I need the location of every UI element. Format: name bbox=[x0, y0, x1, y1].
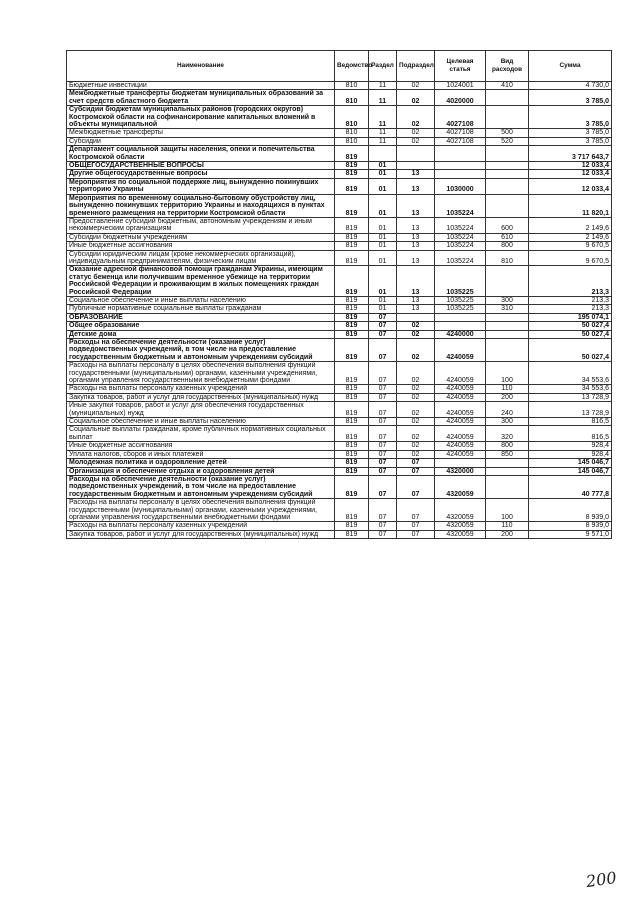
cell-subsection: 13 bbox=[397, 170, 435, 178]
cell-section: 07 bbox=[369, 522, 397, 530]
cell-section: 01 bbox=[369, 296, 397, 304]
cell-name: Субсидии бюджетным учреждениям bbox=[67, 233, 335, 241]
table-row bbox=[67, 250, 612, 266]
cell-target-item: 4027108 bbox=[435, 137, 486, 145]
cell-department: 819 bbox=[335, 330, 369, 338]
cell-name: Социальное обеспечение и иные выплаты населению bbox=[67, 418, 335, 426]
cell-department: 819 bbox=[335, 233, 369, 241]
cell-department: 819 bbox=[335, 418, 369, 426]
cell-target-item: 4320059 bbox=[435, 475, 486, 498]
cell-expense-type: 310 bbox=[486, 305, 529, 313]
cell-name: Закупка товаров, работ и услуг для государственных (муниципальных) нужд bbox=[67, 393, 335, 401]
cell-amount: 8 939,0 bbox=[529, 522, 612, 530]
cell-section: 07 bbox=[369, 418, 397, 426]
cell-name: Оказание адресной финансовой помощи гражданам Украины, имеющим статус беженца или получившим временное убежище на территории Российской Федерации и проживающим в жилых помещениях граждан Российской Федерации bbox=[67, 266, 335, 297]
cell-subsection: 07 bbox=[397, 475, 435, 498]
cell-department: 819 bbox=[335, 530, 369, 538]
cell-target-item: 4240059 bbox=[435, 393, 486, 401]
cell-subsection: 02 bbox=[397, 339, 435, 362]
cell-subsection: 02 bbox=[397, 426, 435, 442]
cell-subsection: 02 bbox=[397, 137, 435, 145]
cell-expense-type: 520 bbox=[486, 137, 529, 145]
cell-subsection: 02 bbox=[397, 330, 435, 338]
cell-expense-type bbox=[486, 194, 529, 217]
cell-amount: 9 670,5 bbox=[529, 250, 612, 266]
cell-subsection: 02 bbox=[397, 106, 435, 129]
cell-name: Расходы на выплаты персоналу в целях обеспечения выполнения функций государственными (муниципальными) органами, казенными учреждениями, органами управления государственными внебюджетными фондами bbox=[67, 499, 335, 522]
table-row bbox=[67, 146, 612, 162]
cell-amount: 12 033,4 bbox=[529, 178, 612, 194]
cell-name: Субсидии юридическим лицам (кроме некоммерческих организаций), индивидуальным предпринимателям, физическим лицам bbox=[67, 250, 335, 266]
cell-expense-type: 200 bbox=[486, 393, 529, 401]
cell-expense-type: 100 bbox=[486, 362, 529, 385]
table-row bbox=[67, 178, 612, 194]
cell-expense-type: 610 bbox=[486, 233, 529, 241]
cell-target-item bbox=[435, 322, 486, 330]
cell-department: 819 bbox=[335, 459, 369, 467]
cell-section: 01 bbox=[369, 194, 397, 217]
cell-name: Иные бюджетные ассигнования bbox=[67, 442, 335, 450]
cell-amount: 3 785,0 bbox=[529, 90, 612, 106]
cell-section: 07 bbox=[369, 322, 397, 330]
cell-amount: 40 777,8 bbox=[529, 475, 612, 498]
cell-target-item: 4240059 bbox=[435, 442, 486, 450]
cell-section: 07 bbox=[369, 385, 397, 393]
cell-department: 810 bbox=[335, 106, 369, 129]
cell-department: 819 bbox=[335, 305, 369, 313]
cell-department: 819 bbox=[335, 402, 369, 418]
cell-department: 819 bbox=[335, 475, 369, 498]
cell-expense-type: 800 bbox=[486, 242, 529, 250]
cell-name: Уплата налогов, сборов и иных платежей bbox=[67, 450, 335, 458]
cell-name: Иные бюджетные ассигнования bbox=[67, 242, 335, 250]
cell-target-item: 1035224 bbox=[435, 194, 486, 217]
cell-amount: 11 820,1 bbox=[529, 194, 612, 217]
cell-expense-type bbox=[486, 266, 529, 297]
cell-name: Межбюджетные трансферты бюджетам муниципальных образований за счет средств областного бюджета bbox=[67, 90, 335, 106]
table-row bbox=[67, 522, 612, 530]
cell-name: Расходы на выплаты персоналу казенных учреждений bbox=[67, 385, 335, 393]
table-row bbox=[67, 459, 612, 467]
table-header-row bbox=[67, 51, 612, 82]
table-row bbox=[67, 106, 612, 129]
cell-section: 07 bbox=[369, 362, 397, 385]
cell-expense-type: 500 bbox=[486, 129, 529, 137]
cell-target-item bbox=[435, 459, 486, 467]
cell-name: Бюджетные инвестиции bbox=[67, 82, 335, 90]
cell-subsection: 13 bbox=[397, 250, 435, 266]
cell-expense-type: 300 bbox=[486, 296, 529, 304]
cell-target-item bbox=[435, 313, 486, 321]
cell-section: 11 bbox=[369, 82, 397, 90]
cell-target-item: 1035224 bbox=[435, 233, 486, 241]
cell-department: 819 bbox=[335, 393, 369, 401]
table-row bbox=[67, 242, 612, 250]
cell-expense-type bbox=[486, 146, 529, 162]
table-row bbox=[67, 194, 612, 217]
cell-section: 11 bbox=[369, 106, 397, 129]
header-subsection: Подраздел bbox=[397, 51, 435, 82]
cell-department: 819 bbox=[335, 250, 369, 266]
cell-target-item: 4240059 bbox=[435, 450, 486, 458]
cell-expense-type bbox=[486, 162, 529, 170]
cell-section: 07 bbox=[369, 330, 397, 338]
cell-target-item: 4320059 bbox=[435, 530, 486, 538]
table-row bbox=[67, 137, 612, 145]
cell-section: 01 bbox=[369, 250, 397, 266]
budget-table bbox=[66, 50, 612, 539]
cell-subsection: 13 bbox=[397, 242, 435, 250]
cell-subsection: 02 bbox=[397, 129, 435, 137]
cell-name: Мероприятия по социальной поддержке лиц, вынужденно покинувших территорию Украины bbox=[67, 178, 335, 194]
table-row bbox=[67, 393, 612, 401]
table-row bbox=[67, 362, 612, 385]
cell-target-item: 4240059 bbox=[435, 339, 486, 362]
cell-expense-type: 300 bbox=[486, 418, 529, 426]
cell-department: 819 bbox=[335, 362, 369, 385]
cell-subsection: 07 bbox=[397, 459, 435, 467]
cell-subsection bbox=[397, 146, 435, 162]
cell-target-item: 1035224 bbox=[435, 250, 486, 266]
cell-amount: 50 027,4 bbox=[529, 339, 612, 362]
cell-section: 07 bbox=[369, 475, 397, 498]
table-row bbox=[67, 475, 612, 498]
cell-target-item: 4320000 bbox=[435, 467, 486, 475]
cell-amount: 145 046,7 bbox=[529, 467, 612, 475]
cell-subsection: 13 bbox=[397, 194, 435, 217]
cell-name: Субсидии bbox=[67, 137, 335, 145]
cell-section: 07 bbox=[369, 450, 397, 458]
header-amount: Сумма bbox=[529, 51, 612, 82]
cell-amount: 13 728,9 bbox=[529, 402, 612, 418]
cell-target-item: 4240059 bbox=[435, 362, 486, 385]
cell-department: 810 bbox=[335, 137, 369, 145]
cell-target-item: 4020000 bbox=[435, 90, 486, 106]
cell-amount: 3 785,0 bbox=[529, 129, 612, 137]
cell-subsection: 13 bbox=[397, 233, 435, 241]
cell-expense-type bbox=[486, 322, 529, 330]
cell-subsection: 02 bbox=[397, 418, 435, 426]
cell-amount: 145 046,7 bbox=[529, 459, 612, 467]
cell-subsection: 02 bbox=[397, 402, 435, 418]
table-row bbox=[67, 330, 612, 338]
cell-name: Расходы на обеспечение деятельности (оказание услуг) подведомственных учреждений, в том числе на предоставление государственным бюджетным и автономным учреждениям субсидий bbox=[67, 339, 335, 362]
cell-subsection: 02 bbox=[397, 82, 435, 90]
cell-amount: 816,5 bbox=[529, 426, 612, 442]
table-body bbox=[67, 82, 612, 539]
cell-expense-type bbox=[486, 339, 529, 362]
cell-subsection: 02 bbox=[397, 90, 435, 106]
cell-subsection: 13 bbox=[397, 178, 435, 194]
cell-department: 819 bbox=[335, 178, 369, 194]
cell-expense-type: 320 bbox=[486, 426, 529, 442]
cell-subsection: 07 bbox=[397, 530, 435, 538]
cell-amount: 2 149,6 bbox=[529, 233, 612, 241]
cell-section: 07 bbox=[369, 393, 397, 401]
cell-target-item: 4240059 bbox=[435, 426, 486, 442]
cell-department: 819 bbox=[335, 339, 369, 362]
table-row bbox=[67, 170, 612, 178]
cell-amount: 3 785,0 bbox=[529, 137, 612, 145]
table-row bbox=[67, 90, 612, 106]
cell-target-item: 1024001 bbox=[435, 82, 486, 90]
cell-department: 819 bbox=[335, 194, 369, 217]
cell-department: 819 bbox=[335, 313, 369, 321]
cell-department: 819 bbox=[335, 170, 369, 178]
table-row bbox=[67, 442, 612, 450]
table-row bbox=[67, 467, 612, 475]
table-row bbox=[67, 313, 612, 321]
cell-amount: 34 553,6 bbox=[529, 362, 612, 385]
cell-amount: 12 033,4 bbox=[529, 162, 612, 170]
table-row bbox=[67, 426, 612, 442]
cell-amount: 195 074,1 bbox=[529, 313, 612, 321]
cell-section: 01 bbox=[369, 266, 397, 297]
table-row bbox=[67, 530, 612, 538]
header-expense-type: Вид расходов bbox=[486, 51, 529, 82]
cell-amount: 213,3 bbox=[529, 296, 612, 304]
table-row bbox=[67, 450, 612, 458]
header-target-item: Целевая статья bbox=[435, 51, 486, 82]
cell-section: 01 bbox=[369, 305, 397, 313]
cell-expense-type: 110 bbox=[486, 522, 529, 530]
cell-section: 01 bbox=[369, 170, 397, 178]
cell-subsection: 02 bbox=[397, 362, 435, 385]
cell-target-item: 1035224 bbox=[435, 217, 486, 233]
cell-target-item: 4320059 bbox=[435, 522, 486, 530]
cell-section: 01 bbox=[369, 178, 397, 194]
cell-amount: 3 785,0 bbox=[529, 106, 612, 129]
cell-section: 07 bbox=[369, 339, 397, 362]
cell-expense-type bbox=[486, 106, 529, 129]
cell-subsection: 07 bbox=[397, 499, 435, 522]
cell-subsection: 02 bbox=[397, 393, 435, 401]
cell-name: Межбюджетные трансферты bbox=[67, 129, 335, 137]
cell-name: Общее образование bbox=[67, 322, 335, 330]
cell-amount: 816,5 bbox=[529, 418, 612, 426]
cell-section: 01 bbox=[369, 217, 397, 233]
cell-name: Расходы на обеспечение деятельности (оказание услуг) подведомственных учреждений, в том числе на предоставление государственным бюджетным и автономным учреждениям субсидий bbox=[67, 475, 335, 498]
table-row bbox=[67, 233, 612, 241]
cell-name: ОБРАЗОВАНИЕ bbox=[67, 313, 335, 321]
cell-amount: 34 553,6 bbox=[529, 385, 612, 393]
cell-expense-type bbox=[486, 459, 529, 467]
table-row bbox=[67, 305, 612, 313]
cell-section: 07 bbox=[369, 402, 397, 418]
cell-amount: 9 571,0 bbox=[529, 530, 612, 538]
cell-section bbox=[369, 146, 397, 162]
cell-department: 819 bbox=[335, 467, 369, 475]
cell-target-item bbox=[435, 162, 486, 170]
table-row bbox=[67, 266, 612, 297]
cell-name: Мероприятия по временному социально-бытовому обустройству лиц, вынужденно покинувших территорию Украины и находящихся в пунктах временного размещения на территории Костромской области bbox=[67, 194, 335, 217]
cell-name: Расходы на выплаты персоналу в целях обеспечения выполнения функций государственными (муниципальными) органами, казенными учреждениями, органами управления государственными внебюджетными фондами bbox=[67, 362, 335, 385]
cell-amount: 213,3 bbox=[529, 266, 612, 297]
cell-subsection: 13 bbox=[397, 217, 435, 233]
cell-target-item: 1035224 bbox=[435, 242, 486, 250]
cell-amount: 928,4 bbox=[529, 450, 612, 458]
cell-name: Социальное обеспечение и иные выплаты населению bbox=[67, 296, 335, 304]
cell-amount: 928,4 bbox=[529, 442, 612, 450]
cell-subsection: 02 bbox=[397, 385, 435, 393]
table-row bbox=[67, 402, 612, 418]
cell-department: 819 bbox=[335, 450, 369, 458]
table-row bbox=[67, 296, 612, 304]
cell-subsection: 13 bbox=[397, 266, 435, 297]
cell-section: 07 bbox=[369, 442, 397, 450]
cell-amount: 213,3 bbox=[529, 305, 612, 313]
cell-expense-type: 110 bbox=[486, 385, 529, 393]
table-row bbox=[67, 385, 612, 393]
cell-department: 819 bbox=[335, 499, 369, 522]
cell-expense-type: 800 bbox=[486, 442, 529, 450]
cell-department: 819 bbox=[335, 385, 369, 393]
cell-department: 819 bbox=[335, 442, 369, 450]
cell-name: Молодежная политика и оздоровление детей bbox=[67, 459, 335, 467]
cell-expense-type bbox=[486, 170, 529, 178]
cell-target-item: 4240059 bbox=[435, 385, 486, 393]
cell-section: 11 bbox=[369, 129, 397, 137]
cell-name: Департамент социальной защиты населения, опеки и попечительства Костромской области bbox=[67, 146, 335, 162]
cell-section: 07 bbox=[369, 499, 397, 522]
cell-expense-type: 410 bbox=[486, 82, 529, 90]
cell-department: 819 bbox=[335, 266, 369, 297]
cell-amount: 4 730,0 bbox=[529, 82, 612, 90]
cell-expense-type bbox=[486, 313, 529, 321]
cell-department: 819 bbox=[335, 217, 369, 233]
cell-name: Предоставление субсидий бюджетным, автономным учреждениям и иным некоммерческим организациям bbox=[67, 217, 335, 233]
table-row bbox=[67, 129, 612, 137]
cell-amount: 9 670,5 bbox=[529, 242, 612, 250]
cell-name: Социальные выплаты гражданам, кроме публичных нормативных социальных выплат bbox=[67, 426, 335, 442]
cell-subsection: 02 bbox=[397, 322, 435, 330]
cell-subsection bbox=[397, 162, 435, 170]
cell-name: Организация и обеспечение отдыха и оздоровления детей bbox=[67, 467, 335, 475]
cell-name: Детские дома bbox=[67, 330, 335, 338]
cell-target-item: 1030000 bbox=[435, 178, 486, 194]
cell-name: Субсидии бюджетам муниципальных районов (городских округов) Костромской области на софинансирование капитальных вложений в объекты муниципальной bbox=[67, 106, 335, 129]
cell-section: 01 bbox=[369, 233, 397, 241]
cell-department: 819 bbox=[335, 522, 369, 530]
cell-name: Расходы на выплаты персоналу казенных учреждений bbox=[67, 522, 335, 530]
cell-expense-type bbox=[486, 467, 529, 475]
cell-expense-type: 240 bbox=[486, 402, 529, 418]
cell-subsection: 13 bbox=[397, 296, 435, 304]
cell-section: 01 bbox=[369, 242, 397, 250]
cell-target-item: 4320059 bbox=[435, 499, 486, 522]
cell-expense-type: 810 bbox=[486, 250, 529, 266]
cell-subsection: 07 bbox=[397, 467, 435, 475]
table-row bbox=[67, 499, 612, 522]
cell-name: Иные закупки товаров, работ и услуг для обеспечения государственных (муниципальных) нужд bbox=[67, 402, 335, 418]
cell-department: 810 bbox=[335, 90, 369, 106]
cell-department: 819 bbox=[335, 242, 369, 250]
cell-target-item: 1035225 bbox=[435, 296, 486, 304]
cell-expense-type bbox=[486, 90, 529, 106]
cell-target-item: 4027108 bbox=[435, 129, 486, 137]
cell-department: 819 bbox=[335, 146, 369, 162]
cell-name: ОБЩЕГОСУДАРСТВЕННЫЕ ВОПРОСЫ bbox=[67, 162, 335, 170]
cell-department: 819 bbox=[335, 426, 369, 442]
table-row bbox=[67, 339, 612, 362]
cell-expense-type: 600 bbox=[486, 217, 529, 233]
cell-amount: 50 027,4 bbox=[529, 322, 612, 330]
cell-section: 07 bbox=[369, 467, 397, 475]
cell-target-item bbox=[435, 170, 486, 178]
cell-subsection bbox=[397, 313, 435, 321]
cell-name: Публичные нормативные социальные выплаты гражданам bbox=[67, 305, 335, 313]
table-row bbox=[67, 322, 612, 330]
cell-department: 810 bbox=[335, 82, 369, 90]
cell-subsection: 02 bbox=[397, 450, 435, 458]
cell-target-item: 4240059 bbox=[435, 402, 486, 418]
header-department: Ведомство bbox=[335, 51, 369, 82]
cell-name: Закупка товаров, работ и услуг для государственных (муниципальных) нужд bbox=[67, 530, 335, 538]
cell-target-item: 1035225 bbox=[435, 305, 486, 313]
cell-target-item: 4240000 bbox=[435, 330, 486, 338]
cell-expense-type: 850 bbox=[486, 450, 529, 458]
cell-department: 819 bbox=[335, 296, 369, 304]
cell-expense-type bbox=[486, 178, 529, 194]
cell-target-item: 1035225 bbox=[435, 266, 486, 297]
page-number: 200 bbox=[584, 867, 618, 892]
cell-department: 810 bbox=[335, 129, 369, 137]
cell-name: Другие общегосударственные вопросы bbox=[67, 170, 335, 178]
table-row bbox=[67, 162, 612, 170]
cell-expense-type: 200 bbox=[486, 530, 529, 538]
table-row bbox=[67, 217, 612, 233]
cell-target-item bbox=[435, 146, 486, 162]
cell-target-item: 4027108 bbox=[435, 106, 486, 129]
cell-department: 819 bbox=[335, 322, 369, 330]
cell-section: 07 bbox=[369, 426, 397, 442]
cell-amount: 50 027,4 bbox=[529, 330, 612, 338]
cell-department: 819 bbox=[335, 162, 369, 170]
cell-section: 07 bbox=[369, 530, 397, 538]
cell-section: 11 bbox=[369, 137, 397, 145]
cell-section: 07 bbox=[369, 313, 397, 321]
cell-section: 01 bbox=[369, 162, 397, 170]
cell-amount: 3 717 643,7 bbox=[529, 146, 612, 162]
cell-section: 11 bbox=[369, 90, 397, 106]
table-row bbox=[67, 82, 612, 90]
header-name: Наименование bbox=[67, 51, 335, 82]
cell-amount: 2 149,6 bbox=[529, 217, 612, 233]
cell-expense-type bbox=[486, 330, 529, 338]
cell-subsection: 13 bbox=[397, 305, 435, 313]
cell-expense-type bbox=[486, 475, 529, 498]
cell-section: 07 bbox=[369, 459, 397, 467]
table-row bbox=[67, 418, 612, 426]
header-section: Раздел bbox=[369, 51, 397, 82]
cell-subsection: 02 bbox=[397, 442, 435, 450]
cell-target-item: 4240059 bbox=[435, 418, 486, 426]
cell-subsection: 07 bbox=[397, 522, 435, 530]
cell-amount: 12 033,4 bbox=[529, 170, 612, 178]
cell-expense-type: 100 bbox=[486, 499, 529, 522]
cell-amount: 8 939,0 bbox=[529, 499, 612, 522]
cell-amount: 13 728,9 bbox=[529, 393, 612, 401]
